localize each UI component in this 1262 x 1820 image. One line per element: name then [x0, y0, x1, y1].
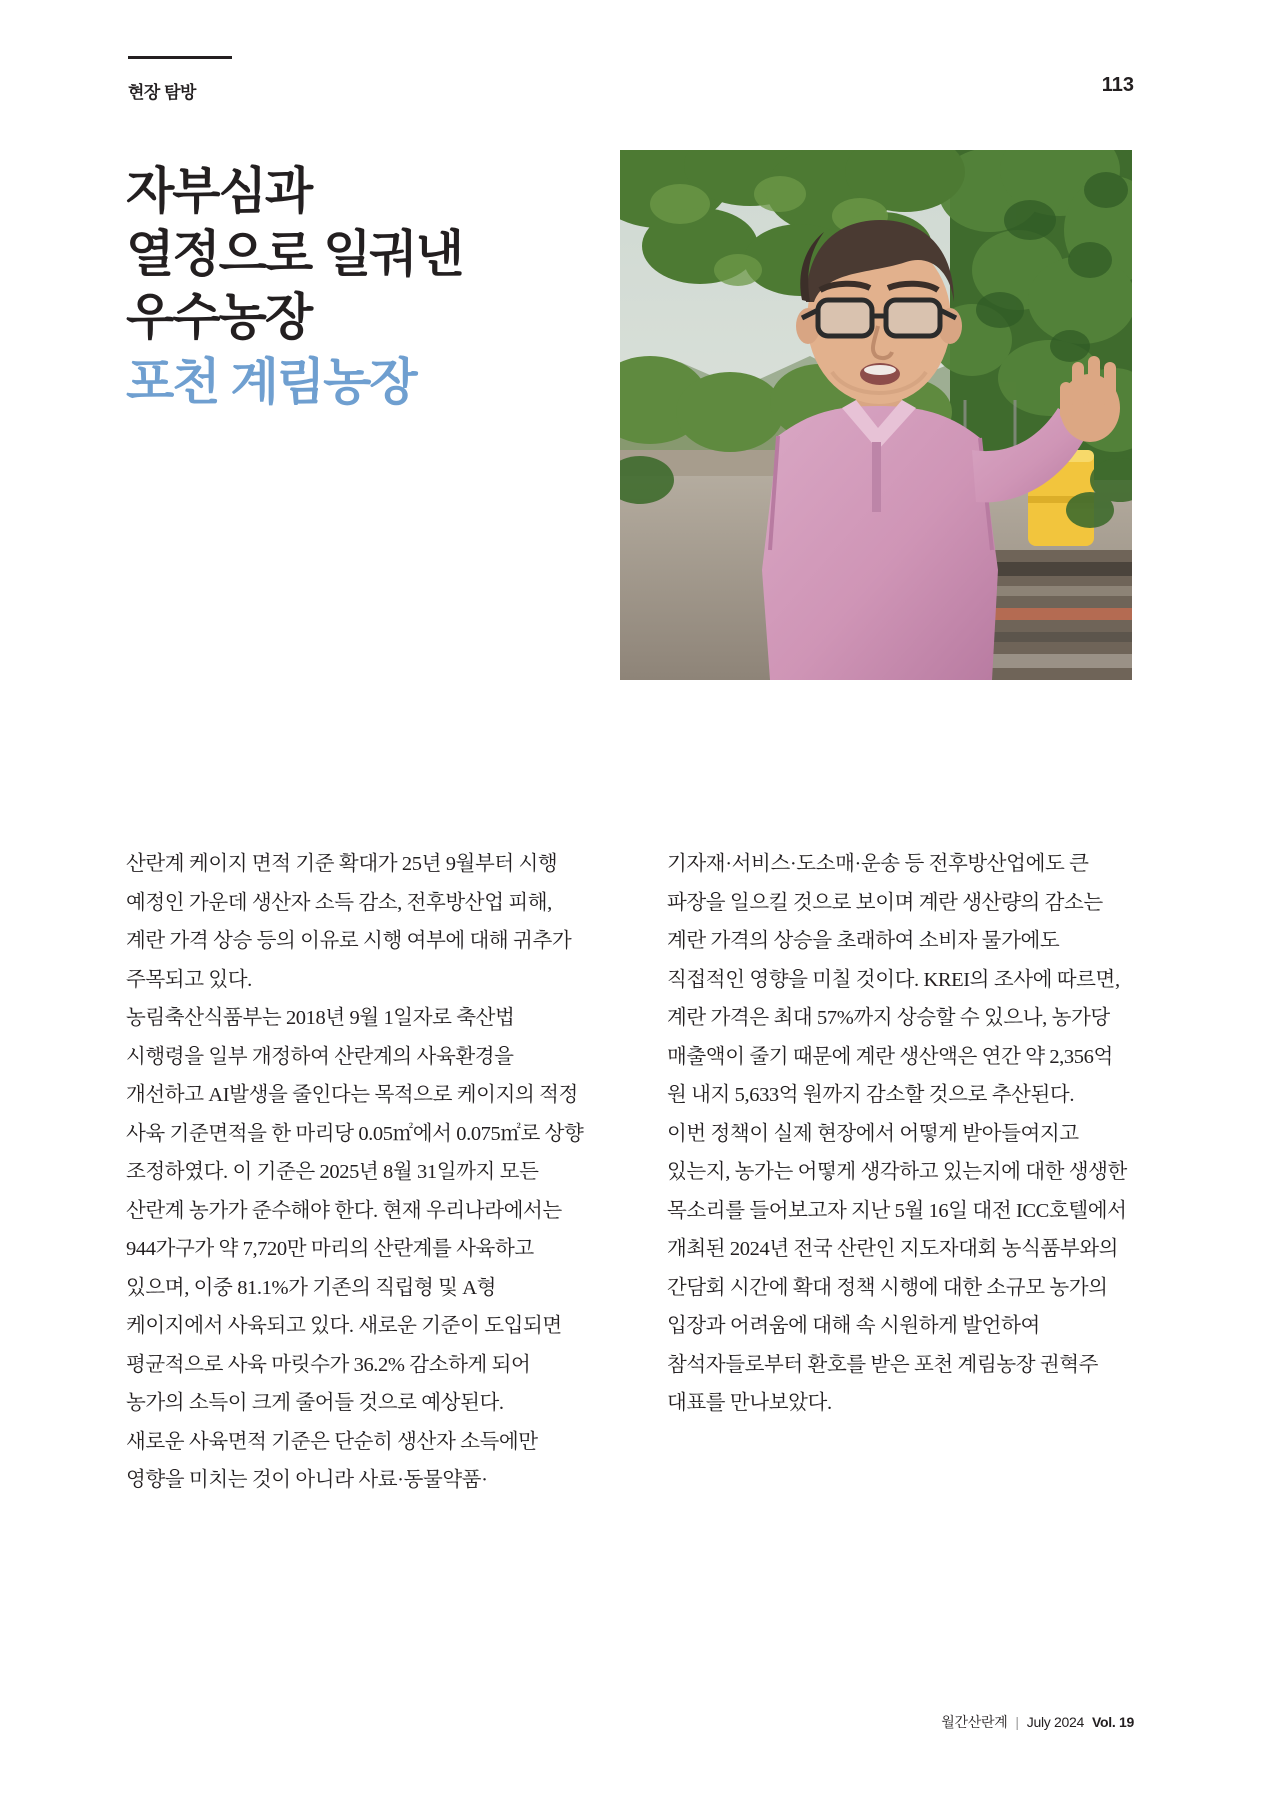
- footer-volume: Vol. 19: [1092, 1714, 1134, 1730]
- paragraph: 기자재·서비스·도소매·운송 등 전후방산업에도 큰 파장을 일으킬 것으로 보이며 계란 생산량의 감소는 계란 가격의 상승을 초래하여 소비자 물가에도 직접적인 영향을 미칠 것이다. KREI의 조사에 따르면, 계란 가격은 최대 57%까지 상승할 수 있으나, 농가당 매출액이 줄기 때문에 계란 생산액은 연간 약 2,356억 원 내지 5,633억 원까지 감소할 것으로 추산된다.: [667, 853, 1120, 1106]
- body-column-right: [667, 845, 1134, 1500]
- header-rule: [128, 56, 232, 59]
- footer-publication: 월간산란계: [941, 1714, 1008, 1730]
- title-line-1: 자부심과: [126, 163, 312, 219]
- title-line-3: 우수농장: [126, 289, 312, 345]
- body-column-left: [126, 845, 593, 1500]
- article-body: [126, 845, 1134, 1500]
- paragraph: 농림축산식품부는 2018년 9월 1일자로 축산법 시행령을 일부 개정하여 산란계의 사육환경을 개선하고 AI발생을 줄인다는 목적으로 케이지의 적정 사육 기준면적을 한 마리당 0.05㎡에서 0.075㎡로 상향 조정하였다. 이 기준은 2025년 8월 31일까지 모든 산란계 농가가 준수해야 한다. 현재 우리나라에서는 944가구가 약 7,720만 마리의 산란계를 사육하고 있으며, 이중 81.1%가 기존의 직립형 및 A형 케이지에서 사육되고 있다. 새로운 기준이 도입되면 평균적으로 사육 마릿수가 36.2% 감소하게 되어 농가의 소득이 크게 줄어들 것으로 예상된다.: [126, 1007, 584, 1414]
- title-subject: 포천 계림농장: [126, 354, 416, 410]
- photo-artwork: [620, 150, 1132, 680]
- page-footer: [941, 1712, 1134, 1732]
- paragraph: 이번 정책이 실제 현장에서 어떻게 받아들여지고 있는지, 농가는 어떻게 생각하고 있는지에 대한 생생한 목소리를 들어보고자 지난 5월 16일 대전 ICC호텔에서 개최된 2024년 전국 산란인 지도자대회 농식품부와의 간담회 시간에 확대 정책 시행에 대한 소규모 농가의 입장과 어려움에 대해 속 시원하게 발언하여 참석자들로부터 환호를 받은 포천 계림농장 권혁주 대표를 만나보았다.: [667, 1122, 1127, 1414]
- section-label: 현장 탐방: [128, 83, 196, 102]
- title-line-2: 열정으로 일궈낸: [126, 226, 462, 282]
- paragraph: 새로운 사육면적 기준은 단순히 생산자 소득에만 영향을 미치는 것이 아니라 사료·동물약품·: [126, 1430, 538, 1491]
- footer-issue-date: July 2024: [1026, 1714, 1084, 1730]
- page-number: 113: [1101, 74, 1134, 96]
- paragraph: 산란계 케이지 면적 기준 확대가 25년 9월부터 시행 예정인 가운데 생산자 소득 감소, 전후방산업 피해, 계란 가격 상승 등의 이유로 시행 여부에 대해 귀추가 주목되고 있다.: [126, 853, 572, 991]
- feature-photo: [620, 150, 1132, 680]
- footer-separator: |: [1015, 1714, 1019, 1730]
- page-title: [126, 160, 546, 415]
